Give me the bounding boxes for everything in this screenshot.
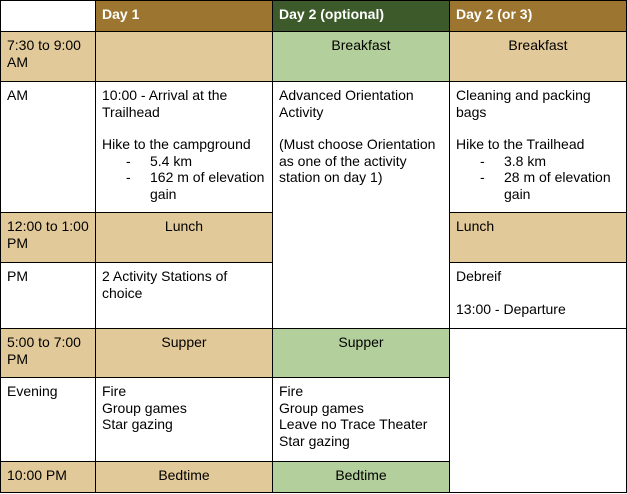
day2or3-hike: Hike to the Trailhead <box>456 136 585 152</box>
day2or3-debrief: Debreif <box>456 268 502 284</box>
day1-supper: Supper <box>96 329 273 378</box>
list-item: - 28 m of elevation gain <box>480 169 620 202</box>
time-pm: PM <box>1 263 96 329</box>
day1-activity-stations: 2 Activity Stations of choice <box>96 263 273 329</box>
day2or3-lunch: Lunch <box>450 213 627 263</box>
day2opt-evening-cell <box>273 378 450 462</box>
list-item: - 5.4 km <box>126 153 266 170</box>
day2or3-pm-cell <box>450 263 627 329</box>
day1-hike: Hike to the campground <box>102 136 251 152</box>
time-lunch: 12:00 to 1:00 PM <box>1 213 96 263</box>
day1-evening-cell <box>96 378 273 462</box>
day2opt-activity-note: (Must choose Orientation as one of the activity station on day 1) <box>279 136 436 185</box>
list-item: Star gazing <box>279 432 350 449</box>
day2opt-activity-title: Advanced Orientation Activity <box>279 87 414 120</box>
list-item: Fire <box>102 383 127 399</box>
list-item: Group games <box>279 399 364 416</box>
day2or3-hike-details <box>456 153 620 203</box>
am-row <box>1 82 627 213</box>
day2or3-empty-cell <box>450 329 627 493</box>
header-day-2-optional: Day 2 (optional) <box>273 1 450 32</box>
time-supper: 5:00 to 7:00 PM <box>1 329 96 378</box>
list-item: Fire <box>279 383 304 399</box>
corner-cell <box>1 1 96 32</box>
time-bedtime: 10:00 PM <box>1 462 96 493</box>
header-day-2-or-3: Day 2 (or 3) <box>450 1 627 32</box>
day1-am-cell <box>96 82 273 213</box>
time-am: AM <box>1 82 96 213</box>
day2opt-orientation-cell <box>273 82 450 329</box>
time-breakfast: 7:30 to 9:00 AM <box>1 32 96 82</box>
day2opt-bedtime: Bedtime <box>273 462 450 493</box>
day2or3-packing: Cleaning and packing bags <box>456 87 591 120</box>
list-item: Group games <box>102 399 187 416</box>
day2opt-supper: Supper <box>273 329 450 378</box>
list-item: - 3.8 km <box>480 153 620 170</box>
time-evening: Evening <box>1 378 96 462</box>
header-row <box>1 1 627 32</box>
list-item: - 162 m of elevation gain <box>126 169 266 202</box>
list-item: Star gazing <box>102 416 173 432</box>
day2opt-breakfast: Breakfast <box>273 32 450 82</box>
day1-bedtime: Bedtime <box>96 462 273 493</box>
day1-breakfast-cell <box>96 32 273 82</box>
day2or3-departure: 13:00 - Departure <box>456 300 566 317</box>
day2or3-am-cell <box>450 82 627 213</box>
day1-arrival: 10:00 - Arrival at the Trailhead <box>102 87 228 120</box>
day2or3-breakfast: Breakfast <box>450 32 627 82</box>
day1-hike-details <box>102 153 266 203</box>
supper-row <box>1 329 627 378</box>
header-day-1: Day 1 <box>96 1 273 32</box>
breakfast-row <box>1 32 627 82</box>
list-item: Leave no Trace Theater <box>279 416 428 432</box>
day1-lunch: Lunch <box>96 213 273 263</box>
